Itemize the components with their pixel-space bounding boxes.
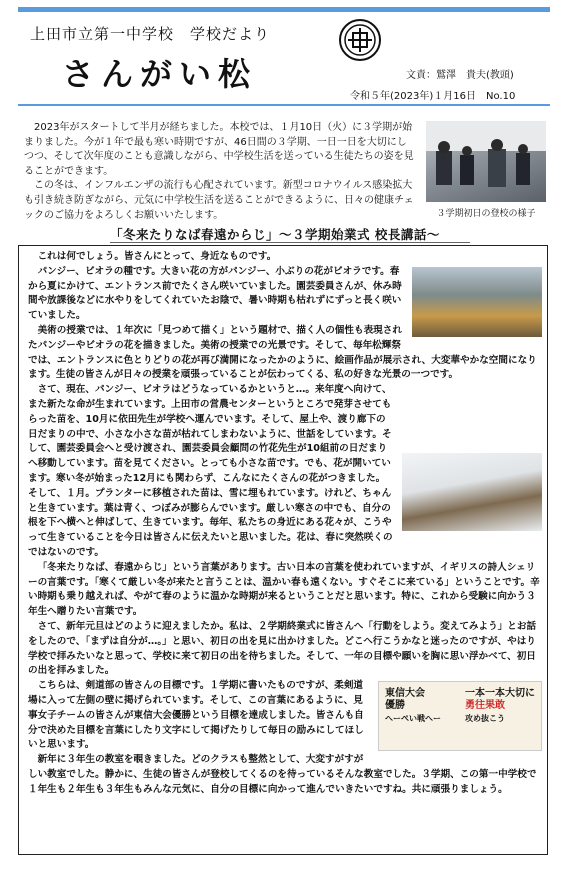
issue-date: 令和５年(2023年)１月16日 No.10 xyxy=(350,91,516,102)
school-emblem-icon xyxy=(338,18,382,62)
article-body xyxy=(28,250,542,797)
author: 文責：鷲澤 貴夫(教頭) xyxy=(406,70,514,81)
intro-paragraph: 2023年がスタートして半月が経ちました。本校では、１月10日（火）に３学期が始まりました。今が１年で最も寒い時期ですが、46日間の３学期、一日一日を大切にしつつ、そして次年度のことも意識しながら、中学校生活を送っている生徒たちの姿を見ることができます。 xyxy=(24,122,414,177)
article-headline: 「冬来たりなば春遠からじ」～３学期始業式 校長講話～ xyxy=(110,227,440,242)
flower-pots-photo xyxy=(412,267,542,337)
intro-paragraph: この冬は、インフルエンザの流行も心配されています。新型コロナウイルス感染拡大も引き続き防ぎながら、元気に中学校生活を送ることができるように、日々の健康チェックのご協力をよろしくお願いいたします。 xyxy=(24,180,414,221)
article-paragraph: 新年に３年生の教室を覗きました。どのクラスも整然として、大変すがすがしい教室でした。静かに、生徒の皆さんが登校してくるのを待っているそんな教室でした。３学期、この第一中学校で１年生も２年生も３年生もみんな元気に、自分の目標に向かって進んでいきたいですね。共に頑張りましょう。 xyxy=(28,754,537,795)
banner-left: 東信大会 優勝 へーぺい戦へー xyxy=(385,688,441,724)
article-paragraph: さて、現在、パンジー、ビオラはどうなっているかというと…。来年度へ向けて、また新たな命が生まれています。上田市の営農センターというところで発芽させてもらった苗を、10月に依田先生が学校へ運んでいます。そして、屋上や、渡り廊下の日だまりの中で、小さな小さな苗が枯れてしまわないように、世話をしています。そして、園芸委員会へと受け渡され、園芸委員会顧問の竹花先生が10組前の日だまりへ移動しています。苗を見てください。とっても小さな苗です。でも、花が開いています。寒い冬が始まった12月にも関わらず、こんなにたくさんの花がつきました。そして、１月。プランターに移植された苗は、雪に埋もれています。けれど、ちゃんと生きています。葉は青く、つぼみが膨らんでいます。厳しい寒さの中でも、自分の根を下へ横へと伸ばして、生きています。毎年、私たちの身近にある花々が、こうやって生きていることを今日は皆さんに伝えたいと思いました。花は、春に突然咲くのではないのです。 xyxy=(28,384,393,558)
top-rule xyxy=(18,7,550,12)
intro-text xyxy=(24,121,416,223)
school-arrival-photo xyxy=(426,121,546,202)
article-paragraph: 美術の授業では、１年次に「見つめて描く」という題材で、描く人の個性も表現されたパンジーやビオラの花を描きました。美術の授業での光景です。そして、毎年松輝祭では、エントランスに色とりどりの花が再び満開になったかのように、絵画作品が展示され、大変華やかな空間になります。生徒の皆さんが日々の授業を頑張っていることが伝わってくる、私の好きな光景の一つです。 xyxy=(28,324,537,381)
article-paragraph: 「冬来たりなば、春遠からじ」という言葉があります。古い日本の言葉を使われていますが、イギリスの詩人シェリーの言葉です。「寒くて厳しい冬が来たと言うことは、温かい春も遠くない。すぐそこに来ている」ということです。辛い時期も乗り越えれば、やがて春のように温かな時期が来るということだと思います。特に、これから受験に向かう３年生へ贈りたい言葉です。 xyxy=(28,561,540,618)
photo-caption: ３学期初日の登校の様子 xyxy=(436,209,536,219)
article-paragraph: これは何でしょう。皆さんにとって、身近なものです。 xyxy=(37,251,277,262)
header-rule xyxy=(18,104,550,106)
newsletter-title: さんがい松 xyxy=(62,55,258,93)
snow-covered-seedlings-photo xyxy=(402,453,542,531)
banner-right: 一本一本大切に 勇往果敢 攻め抜こう xyxy=(465,688,535,724)
article-paragraph: こちらは、剣道部の皆さんの目標です。１学期に書いたものですが、柔剣道場に入って左側の壁に掲げられています。そして、この言葉にあるように、見事女子チームの皆さんが東信大会優勝という目標を達成しました。皆さんも自分で決めた目標を言葉にしたり文字にして掲げたりして毎日の励みにしてほしいと思います。 xyxy=(28,680,364,751)
article-paragraph: パンジー、ビオラの種です。大きい花の方がパンジー、小ぶりの花がビオラです。春から夏にかけて、エントランス前でたくさん咲いていました。園芸委員さんが、休み時間や放課後などに水やりをしてくれていたお陰で、暑い時期も枯れずにずっと長く咲いていました。 xyxy=(28,265,402,322)
article-paragraph: さて、新年元旦はどのように迎えましたか。私は、２学期終業式に皆さんへ「行動をしよう。変えてみよう」とお話をしたので、「まずは自分が…。」と思い、初日の出を見に出かけました。どこへ行こうかなと迷ったのですが、やはり学校で拝みたいなと思って、学校に来て初日の出を待ちました。そして、一年の目標や願いを胸に思い浮かべて、初日の出を拝みました。 xyxy=(28,620,537,677)
kendo-goal-banners-photo xyxy=(378,681,542,751)
headline-rule xyxy=(110,242,470,243)
school-name: 上田市立第一中学校 学校だより xyxy=(30,25,271,43)
